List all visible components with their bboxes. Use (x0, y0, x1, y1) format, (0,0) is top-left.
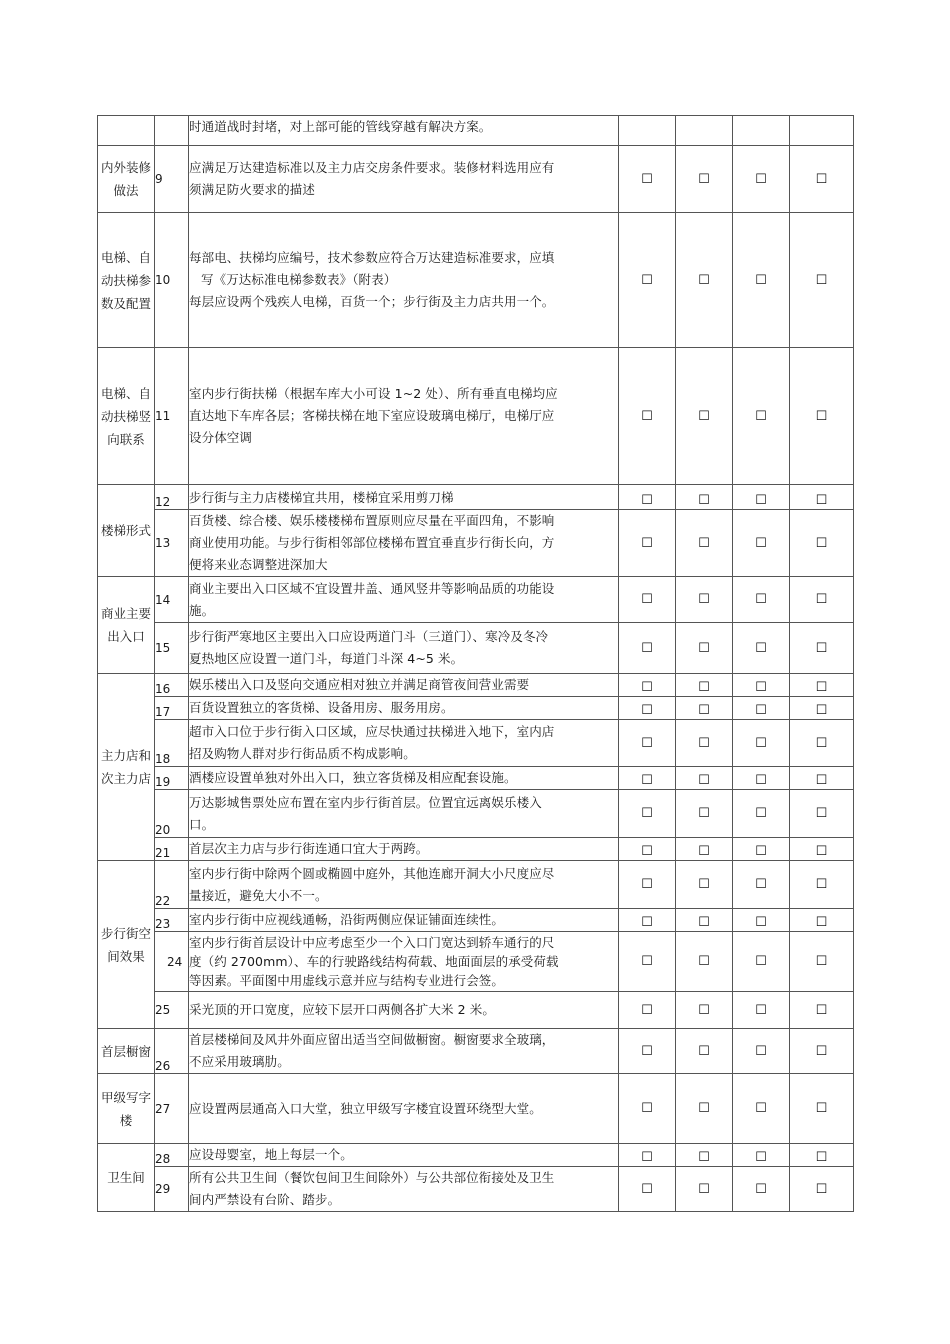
item-number: 22 (155, 861, 189, 909)
checkbox[interactable]: ☐ (733, 213, 790, 348)
checkbox[interactable]: ☐ (790, 697, 854, 720)
checkbox[interactable]: ☐ (790, 720, 854, 767)
checkbox[interactable]: ☐ (676, 1167, 733, 1212)
table-row (98, 510, 854, 577)
checkbox[interactable]: ☐ (790, 1074, 854, 1144)
item-description: 所有公共卫生间（餐饮包间卫生间除外）与公共部位衔接处及卫生 间内严禁设有台阶、踏步。 (189, 1167, 619, 1212)
item-number: 19 (155, 767, 189, 790)
item-description: 每部电、扶梯均应编号，技术参数应符合万达建造标准要求，应填 写《万达标准电梯参数表》（附表） 每层应设两个残疾人电梯，百货一个；步行街及主力店共用一个。 (189, 213, 619, 348)
table-row (98, 146, 854, 213)
checkbox[interactable]: ☐ (619, 623, 676, 674)
checkbox[interactable]: ☐ (733, 909, 790, 932)
checkbox[interactable]: ☐ (790, 674, 854, 697)
table-row (98, 213, 854, 348)
checkbox-col-4 (790, 116, 854, 146)
checkbox[interactable]: ☐ (676, 213, 733, 348)
item-description: 娱乐楼出入口及竖向交通应相对独立并满足商管夜间营业需要 (189, 674, 619, 697)
checkbox[interactable]: ☐ (790, 1167, 854, 1212)
checkbox[interactable]: ☐ (790, 838, 854, 861)
item-number: 9 (155, 146, 189, 213)
checkbox[interactable]: ☐ (733, 790, 790, 838)
checkbox[interactable]: ☐ (619, 146, 676, 213)
table-row (98, 674, 854, 697)
item-number: 10 (155, 213, 189, 348)
checkbox[interactable]: ☐ (790, 348, 854, 485)
item-description: 首层次主力店与步行街连通口宜大于两跨。 (189, 838, 619, 861)
table-row (98, 577, 854, 623)
checkbox[interactable]: ☐ (790, 623, 854, 674)
category-cell: 步行街空间效果 (98, 861, 155, 1029)
item-number: 12 (155, 485, 189, 510)
checkbox[interactable]: ☐ (619, 577, 676, 623)
checkbox[interactable]: ☐ (733, 932, 790, 992)
item-description: 应设母婴室，地上每层一个。 (189, 1144, 619, 1167)
item-number: 15 (155, 623, 189, 674)
checkbox[interactable]: ☐ (733, 510, 790, 577)
checkbox[interactable]: ☐ (619, 510, 676, 577)
checkbox[interactable]: ☐ (733, 1029, 790, 1074)
item-number: 16 (155, 674, 189, 697)
item-number: 24 (155, 932, 189, 992)
item-description: 超市入口位于步行街入口区域，应尽快通过扶梯进入地下，室内店 招及购物人群对步行街品质不构成影响。 (189, 720, 619, 767)
checkbox[interactable]: ☐ (676, 674, 733, 697)
checkbox[interactable]: ☐ (619, 674, 676, 697)
item-number: 21 (155, 838, 189, 861)
checkbox[interactable]: ☐ (676, 1029, 733, 1074)
checkbox[interactable]: ☐ (619, 1074, 676, 1144)
checkbox[interactable]: ☐ (790, 485, 854, 510)
checkbox[interactable]: ☐ (676, 510, 733, 577)
item-number: 11 (155, 348, 189, 485)
item-number: 20 (155, 790, 189, 838)
checkbox[interactable]: ☐ (619, 932, 676, 992)
table-row (98, 116, 854, 146)
table-row (98, 1029, 854, 1074)
checkbox[interactable]: ☐ (790, 213, 854, 348)
item-number: 26 (155, 1029, 189, 1074)
checkbox[interactable]: ☐ (676, 790, 733, 838)
checkbox[interactable]: ☐ (619, 838, 676, 861)
checkbox[interactable]: ☐ (676, 932, 733, 992)
item-number: 17 (155, 697, 189, 720)
table-row (98, 1144, 854, 1167)
item-description: 应满足万达建造标准以及主力店交房条件要求。装修材料选用应有 须满足防火要求的描述 (189, 146, 619, 213)
checkbox[interactable]: ☐ (619, 1167, 676, 1212)
checkbox[interactable]: ☐ (790, 790, 854, 838)
item-number: 29 (155, 1167, 189, 1212)
checkbox[interactable]: ☐ (676, 838, 733, 861)
checkbox[interactable]: ☐ (676, 697, 733, 720)
item-description: 万达影城售票处应布置在室内步行街首层。位置宜远离娱乐楼入 口。 (189, 790, 619, 838)
table-row (98, 932, 854, 992)
item-number: 14 (155, 577, 189, 623)
checkbox[interactable]: ☐ (733, 674, 790, 697)
checkbox-col-1 (619, 116, 676, 146)
checkbox[interactable]: ☐ (676, 623, 733, 674)
checkbox[interactable]: ☐ (733, 720, 790, 767)
item-description: 室内步行街首层设计中应考虑至少一个入口门宽达到轿车通行的尺 度（约 2700mm）、车的行驶路线结构荷载、地面面层的承受荷载 等因素。平面图中用虚线示意并应与结构专业进行会签。 (189, 932, 619, 992)
table-row (98, 720, 854, 767)
item-description: 采光顶的开口宽度，应较下层开口两侧各扩大米 2 米。 (189, 992, 619, 1029)
table-row (98, 909, 854, 932)
item-description: 室内步行街扶梯（根据车库大小可设 1~2 处）、所有垂直电梯均应 直达地下车库各层；客梯扶梯在地下室应设玻璃电梯厅，电梯厅应 设分体空调 (189, 348, 619, 485)
item-description: 百货设置独立的客货梯、设备用房、服务用房。 (189, 697, 619, 720)
item-description: 时通道战时封堵，对上部可能的管线穿越有解决方案。 (189, 116, 619, 146)
table-row (98, 348, 854, 485)
checkbox[interactable]: ☐ (619, 485, 676, 510)
checkbox[interactable]: ☐ (619, 861, 676, 909)
checkbox[interactable]: ☐ (619, 697, 676, 720)
checkbox[interactable]: ☐ (790, 1144, 854, 1167)
category-cell: 电梯、自动扶梯竖向联系 (98, 348, 155, 485)
item-description: 首层楼梯间及风井外面应留出适当空间做橱窗。橱窗要求全玻璃， 不应采用玻璃肋。 (189, 1029, 619, 1074)
item-description: 应设置两层通高入口大堂，独立甲级写字楼宜设置环绕型大堂。 (189, 1074, 619, 1144)
checkbox[interactable]: ☐ (619, 790, 676, 838)
checkbox[interactable]: ☐ (733, 861, 790, 909)
category-cell: 卫生间 (98, 1144, 155, 1212)
item-description: 室内步行街中应视线通畅，沿街两侧应保证铺面连续性。 (189, 909, 619, 932)
checkbox[interactable]: ☐ (619, 767, 676, 790)
checkbox[interactable]: ☐ (790, 861, 854, 909)
item-description: 酒楼应设置单独对外出入口，独立客货梯及相应配套设施。 (189, 767, 619, 790)
checkbox[interactable]: ☐ (733, 146, 790, 213)
checkbox[interactable]: ☐ (790, 577, 854, 623)
checkbox[interactable]: ☐ (676, 146, 733, 213)
checkbox[interactable]: ☐ (733, 697, 790, 720)
item-number: 18 (155, 720, 189, 767)
checkbox[interactable]: ☐ (676, 767, 733, 790)
checkbox[interactable]: ☐ (733, 623, 790, 674)
table-row (98, 485, 854, 510)
checkbox[interactable]: ☐ (676, 485, 733, 510)
category-cell: 楼梯形式 (98, 485, 155, 577)
checkbox[interactable]: ☐ (733, 348, 790, 485)
item-description: 室内步行街中除两个圆或椭圆中庭外，其他连廊开洞大小尺度应尽 量接近，避免大小不一。 (189, 861, 619, 909)
checkbox[interactable]: ☐ (790, 146, 854, 213)
checkbox[interactable]: ☐ (619, 720, 676, 767)
table-row (98, 790, 854, 838)
table-row (98, 623, 854, 674)
checkbox[interactable]: ☐ (676, 720, 733, 767)
category-cell: 首层橱窗 (98, 1029, 155, 1074)
item-number (155, 116, 189, 146)
table-row (98, 861, 854, 909)
table-row (98, 838, 854, 861)
category-cell: 商业主要出入口 (98, 577, 155, 674)
category-cell: 甲级写字楼 (98, 1074, 155, 1144)
item-description: 商业主要出入口区域不宜设置井盖、通风竖井等影响品质的功能设 施。 (189, 577, 619, 623)
checkbox[interactable]: ☐ (790, 932, 854, 992)
table-row (98, 992, 854, 1029)
checkbox[interactable]: ☐ (619, 1029, 676, 1074)
item-number: 25 (155, 992, 189, 1029)
checkbox[interactable]: ☐ (790, 767, 854, 790)
checkbox[interactable]: ☐ (676, 992, 733, 1029)
category-cell: 主力店和次主力店 (98, 674, 155, 861)
checkbox[interactable]: ☐ (676, 1074, 733, 1144)
checkbox[interactable]: ☐ (733, 767, 790, 790)
table-row (98, 697, 854, 720)
table-row (98, 1167, 854, 1212)
item-number: 13 (155, 510, 189, 577)
item-description: 步行街与主力店楼梯宜共用，楼梯宜采用剪刀梯 (189, 485, 619, 510)
checkbox[interactable]: ☐ (790, 1029, 854, 1074)
checkbox[interactable]: ☐ (676, 577, 733, 623)
category-cell: 电梯、自动扶梯参数及配置 (98, 213, 155, 348)
checkbox[interactable]: ☐ (790, 992, 854, 1029)
checkbox[interactable]: ☐ (733, 485, 790, 510)
item-number: 28 (155, 1144, 189, 1167)
checkbox[interactable]: ☐ (619, 992, 676, 1029)
design-review-checklist-table (97, 115, 854, 1212)
item-description: 百货楼、综合楼、娱乐楼楼梯布置原则应尽量在平面四角，不影响 商业使用功能。与步行街相邻部位楼梯布置宜垂直步行街长向，方 便将来业态调整进深加大 (189, 510, 619, 577)
item-description: 步行街严寒地区主要出入口应设两道门斗（三道门）、寒冷及冬冷 夏热地区应设置一道门斗，每道门斗深 4~5 米。 (189, 623, 619, 674)
checkbox[interactable]: ☐ (790, 510, 854, 577)
checkbox[interactable]: ☐ (619, 348, 676, 485)
checkbox[interactable]: ☐ (733, 1144, 790, 1167)
checkbox[interactable]: ☐ (733, 1167, 790, 1212)
checkbox-col-2 (676, 116, 733, 146)
item-number: 23 (155, 909, 189, 932)
checkbox[interactable]: ☐ (790, 909, 854, 932)
checkbox[interactable]: ☐ (619, 213, 676, 348)
checkbox[interactable]: ☐ (676, 909, 733, 932)
table-row (98, 1074, 854, 1144)
checkbox[interactable]: ☐ (733, 838, 790, 861)
checkbox[interactable]: ☐ (619, 1144, 676, 1167)
checkbox[interactable]: ☐ (733, 577, 790, 623)
checkbox[interactable]: ☐ (619, 909, 676, 932)
checkbox[interactable]: ☐ (733, 992, 790, 1029)
item-number: 27 (155, 1074, 189, 1144)
checkbox[interactable]: ☐ (676, 861, 733, 909)
checkbox[interactable]: ☐ (676, 348, 733, 485)
checkbox[interactable]: ☐ (676, 1144, 733, 1167)
table-row (98, 767, 854, 790)
category-cell: 内外装修做法 (98, 146, 155, 213)
checkbox[interactable]: ☐ (733, 1074, 790, 1144)
category-cell (98, 116, 155, 146)
checkbox-col-3 (733, 116, 790, 146)
